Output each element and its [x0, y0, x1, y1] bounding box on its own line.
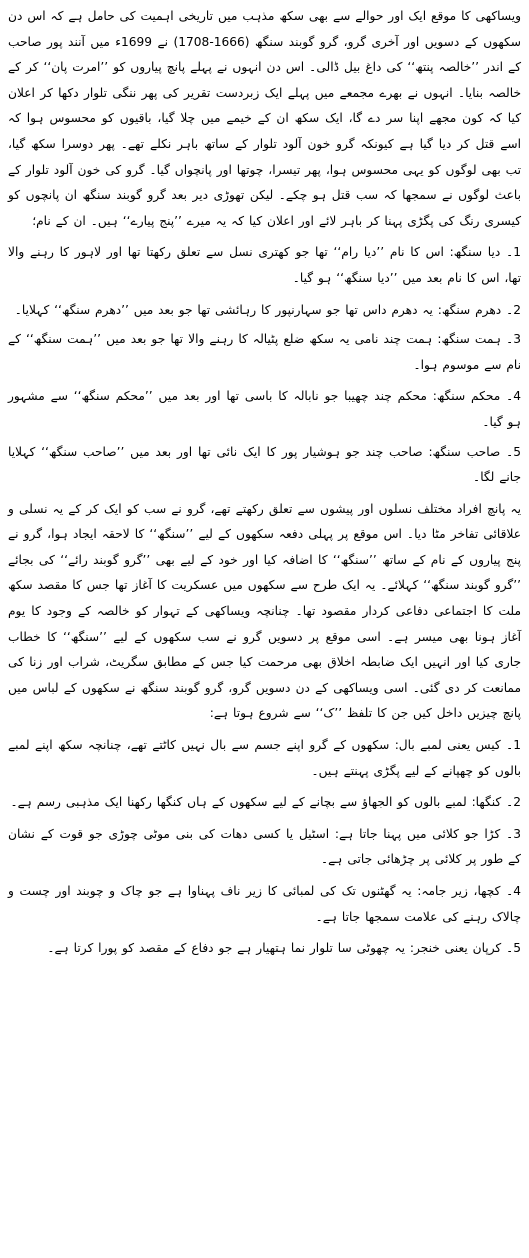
k-item-3: 3۔ کڑا جو کلائی میں پہنا جاتا ہے: اسٹیل یا کسی دھات کی بنی موٹی چوڑی جو قوت کے نشان کے طور پر کلائی پر چڑھائی جاتی ہے۔ — [8, 826, 521, 867]
k-item-5: 5۔ کرپان یعنی خنجر: یہ چھوٹی سا تلوار نما ہتھیار ہے جو دفاع کے مقصد کو پورا کرتا ہے۔ — [47, 941, 521, 956]
beloved-item-5: 5۔ صاحب سنگھ: صاحب چند جو ہوشیار پور کا ایک نائی تھا اور بعد میں ’’صاحب سنگھ‘‘ کہلایا جانے لگا۔ — [8, 444, 521, 485]
intro-paragraph: ویساکھی کا موقع ایک اور حوالے سے بھی سکھ مذہب میں تاریخی اہمیت کی حامل ہے کہ اس دن سکھوں کے دسویں اور آخری گرو، گرو گوبند سنگھ (1666-1708) نے 1699ء میں آنند پور صاحب کے اندر ’’خالصہ پنتھ‘‘ کی داغ بیل ڈالی۔ اس دن انہوں نے پہلے پانچ پیاروں کو ’’امرت پان‘‘ کر کے خالصہ بنایا۔ انہوں نے بھرے مجمعے میں پہلے ایک زبردست تقریر کی پھر ننگی تلوار دکھا کر اعلان کیا کہ کون مجھے اپنا سر دے گا، ایک سکھ ان کے خیمے میں چلا گیا، باقیوں کو محسوس ہوا کہ اسے قتل کر دیا گیا ہے کیونکہ گرو خون آلود تلوار کے ساتھ باہر نکلے تھے۔ پھر دوسرا سکھ گیا، تب بھی لوگوں کو یہی محسوس ہوا، پھر تیسرا، چوتھا اور پانچواں گیا۔ گرو کی خون آلود تلوار کے باعث لوگوں نے سمجھا کہ سب قتل ہو چکے۔ لیکن تھوڑی دیر بعد گرو گوبند سنگھ ان پانچوں کو کیسری رنگ کی پگڑی پہنا کر باہر لائے اور اعلان کیا کہ یہ میرے ’’پنج پیارے‘‘ ہیں۔ ان کے نام؛ — [8, 9, 521, 228]
beloved-item-1: 1۔ دیا سنگھ: اس کا نام ’’دیا رام‘‘ تھا جو کھتری نسل سے تعلق رکھتا تھا اور لاہور کا رہنے والا تھا، اس کا نام بعد میں ’’دیا سنگھ‘‘ ہو گیا۔ — [8, 245, 521, 285]
beloved-item-2: 2۔ دھرم سنگھ: یہ دھرم داس تھا جو سہارنپور کا رہائشی تھا جو بعد میں ’’دھرم سنگھ‘‘ کہلایا۔ — [14, 302, 521, 317]
middle-paragraph: یہ پانچ افراد مختلف نسلوں اور پیشوں سے تعلق رکھتے تھے، گرو نے سب کو ایک کر کے یہ نسلی و علاقائی تفاخر مٹا دیا۔ اس موقع پر پہلی دفعہ سکھوں کے لیے ’’سنگھ‘‘ کا لاحقہ ایجاد ہوا، گرو نے پنج پیاروں کے نام کے ساتھ ’’سنگھ‘‘ کا اضافہ کیا اور خود کے لیے بھی ’’گرو گوبند رائے‘‘ کی بجائے ’’گرو گوبند سنگھ‘‘ کہلائے۔ یہ ایک طرح سے سکھوں میں عسکریت کا آغاز تھا جس کا مقصد سکھ ملت کا اجتماعی دفاعی کردار مقصود تھا۔ چنانچہ ویساکھی کے تہوار کو خالصہ کے وجود کا یوم آغاز ہونا بھی میسر ہے۔ اسی موقع پر دسویں گرو نے سب سکھوں کے لیے ’’سنگھ‘‘ کا خطاب جاری کیا اور انہیں ایک ضابطہ اخلاق بھی مرحمت کیا جس کے مطابق سگریٹ، شراب اور زنا کی ممانعت کر دی گئی۔ اسی ویساکھی کے دن دسویں گرو، گرو گوبند سنگھ نے سکھوں کے لباس میں پانچ چیزیں داخل کیں جن کا تلفظ ’’ک‘‘ سے شروع ہوتا ہے: — [8, 501, 521, 721]
k-item-1: 1۔ کیس یعنی لمبے بال: سکھوں کے گرو اپنے جسم سے بال نہیں کاٹتے تھے، چنانچہ سکھ اپنے لمبے بالوں کو چھپانے کے لیے پگڑی پہنتے ہیں۔ — [8, 738, 521, 778]
k-item-2: 2۔ کنگھا: لمبے بالوں کو الجھاؤ سے بچانے کے لیے سکھوں کے ہاں کنگھا رکھنا ایک مذہبی رسم ہے۔ — [10, 795, 521, 810]
beloved-item-4: 4۔ محکم سنگھ: محکم چند چھیبا جو نابالہ کا باسی تھا اور بعد میں ’’محکم سنگھ‘‘ سے مشہور ہو گیا۔ — [8, 389, 521, 429]
k-item-4: 4۔ کچھا، زیر جامہ: یہ گھٹنوں تک کی لمبائی کا زیر ناف پہناوا ہے جو چاک و چوبند اور چست و چالاک رہنے کی علامت سمجھا جاتا ہے۔ — [8, 884, 521, 924]
beloved-item-3: 3۔ ہمت سنگھ: ہمت چند نامی یہ سکھ ضلع پٹیالہ کا رہنے والا تھا جو بعد میں ’’ہمت سنگھ‘‘ کے نام سے موسوم ہوا۔ — [8, 332, 521, 372]
